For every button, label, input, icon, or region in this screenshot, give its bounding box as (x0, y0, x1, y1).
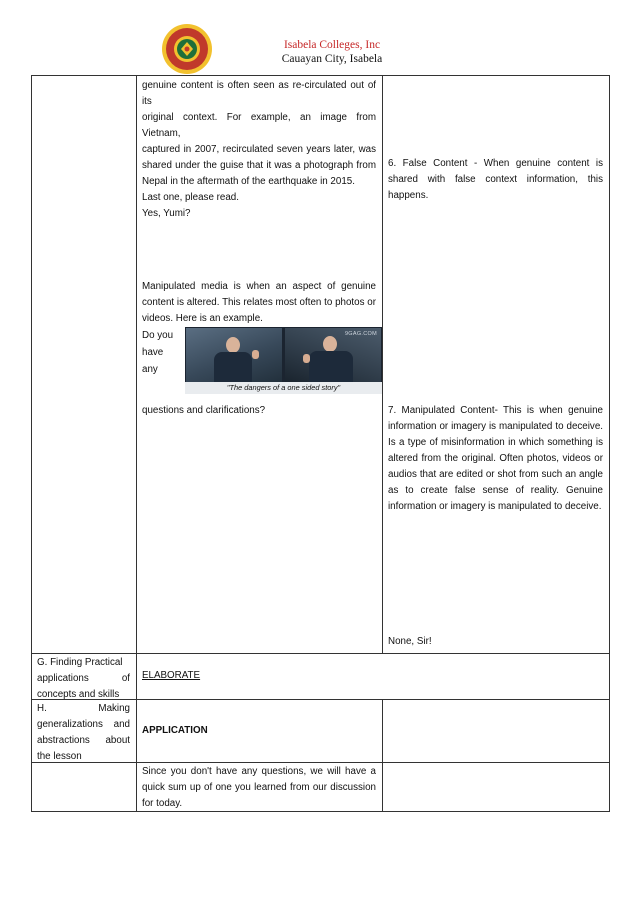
teacher-text-do-you-have-any: Do you have any (142, 330, 174, 375)
photo-watermark: 9GAG.COM (344, 331, 377, 337)
student-answer-manipulated-content: 7. Manipulated Content- This is when genuine information or imagery is manipulated to deceive. Is a type of misinformation in which something is altered from the original. Often photos, videos or audios that are edited or shot from such an angle as to create false sense of reality. Genuine information or imagery is manipulated to deceive. (388, 405, 603, 512)
teacher-text-sum-up: Since you don't have any questions, we will have a quick sum up of one you learned from our discussion for today. (142, 766, 376, 809)
teacher-text-manipulated-media: Manipulated media is when an aspect of genuine content is altered. This relates most often to photos or videos. Here is an example. (142, 281, 376, 324)
photo-left-pane (186, 328, 282, 382)
section-label-h: H. Making generalizations and abstractions about the lesson (37, 703, 130, 762)
institution-location: Cauayan City, Isabela (281, 53, 383, 65)
student-answer-false-content: 6. False Content - When genuine content is shared with false context information, this happens. (388, 158, 603, 201)
heading-application: APPLICATION (142, 725, 208, 736)
heading-elaborate: ELABORATE (142, 670, 201, 681)
institution-name: Isabela Colleges, Inc (283, 39, 381, 51)
example-manipulated-photo (185, 327, 382, 394)
student-reply-none: None, Sir! (388, 636, 432, 647)
photo-right-pane (285, 328, 381, 382)
school-seal-logo (161, 23, 213, 75)
photo-caption: "The dangers of a one sided story" (185, 382, 382, 394)
section-label-g: G. Finding Practical applications of concepts and skills (37, 657, 130, 700)
teacher-text-context: genuine content is often seen as re-circulated out of its original context. For example, an image from Vietnam, captured in 2007, recirculated seven years later, was shared under the guise that it was a photograph from Nepal in the aftermath of the earthquake in 2015. Last one, please read. Yes, Yumi? (142, 80, 376, 219)
teacher-text-questions: questions and clarifications? (142, 405, 266, 416)
